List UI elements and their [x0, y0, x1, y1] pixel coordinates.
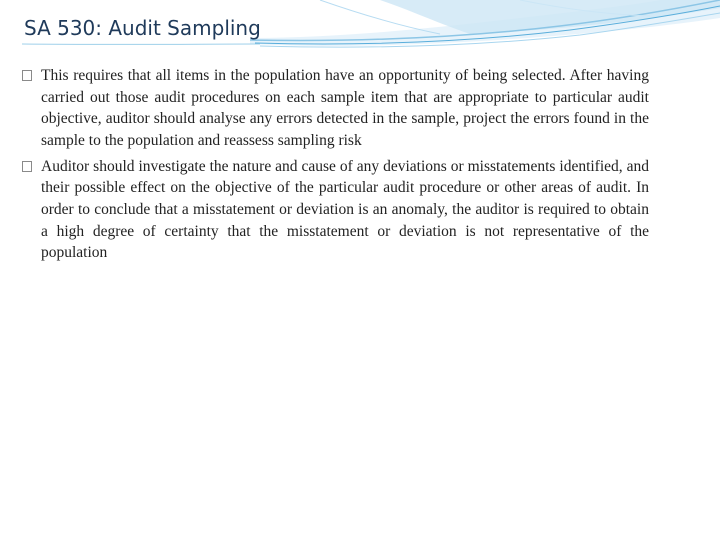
bullet-item — [22, 65, 649, 151]
bullet-square-icon — [22, 70, 32, 81]
bullet-text: This requires that all items in the population have an opportunity of being selected. After having carried out those audit procedures on each sample item that are appropriate to particular audit objective, auditor should analyse any errors detected in the sample, project the errors found in the sample to the population and reassess sampling risk — [41, 67, 649, 149]
slide-title: SA 530: Audit Sampling — [24, 16, 261, 40]
bullet-square-icon — [22, 161, 32, 172]
bullet-text: Auditor should investigate the nature and cause of any deviations or misstatements identified, and their possible effect on the objective of the particular audit procedure or other areas of audit. In order to conclude that a misstatement or deviation is an anomaly, the auditor is required to obtain a high degree of certainty that the misstatement or deviation is not representative of the population — [41, 157, 649, 262]
bullet-list — [22, 65, 649, 268]
bullet-item — [22, 156, 649, 264]
